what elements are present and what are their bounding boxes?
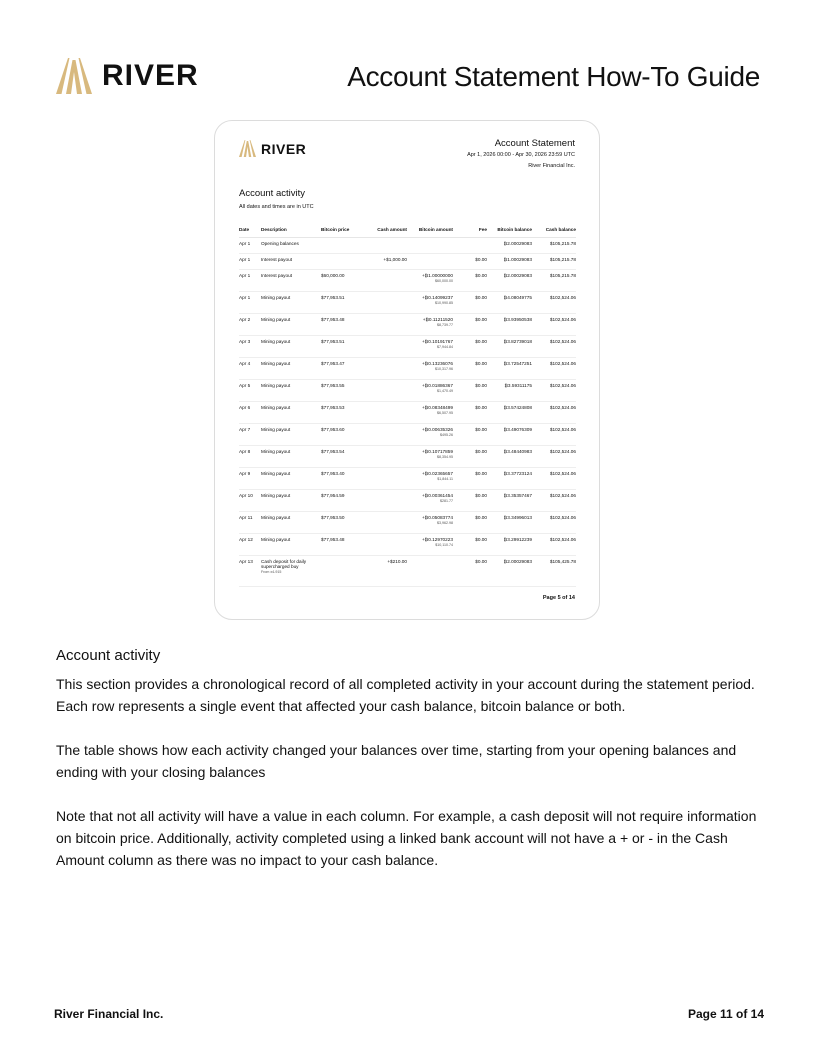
table-row <box>239 292 576 314</box>
statement-company: River Financial Inc. <box>528 163 575 169</box>
table-cell <box>239 490 261 512</box>
page-title: Account Statement How-To Guide <box>347 61 760 92</box>
cell-value: $77,953.40 <box>321 471 345 476</box>
cell-value: Apr 1 <box>239 241 251 246</box>
activity-table <box>239 225 576 587</box>
cell-value: $77,953.48 <box>321 317 345 322</box>
cell-value: Apr 6 <box>239 405 251 410</box>
cell-value: $77,953.60 <box>321 427 345 432</box>
table-cell <box>407 556 453 587</box>
cell-value: Mining payout <box>261 471 291 476</box>
column-header: Cash amount <box>363 225 407 238</box>
table-cell <box>407 254 453 270</box>
table-cell <box>261 402 321 424</box>
cell-value: ₿3.37723124 <box>503 471 532 476</box>
table-cell <box>261 314 321 336</box>
cell-value: Opening balances <box>261 241 299 246</box>
cell-value: Mining payout <box>261 537 291 542</box>
table-row <box>239 446 576 468</box>
table-cell <box>487 336 532 358</box>
cell-subvalue: $7,944.84 <box>437 345 453 349</box>
cell-value: +$210.00 <box>387 559 407 564</box>
cell-value: Apr 7 <box>239 427 251 432</box>
cell-value: +₿0.12970223 <box>422 537 453 542</box>
cell-value: Apr 3 <box>239 339 251 344</box>
table-cell <box>532 468 576 490</box>
table-cell <box>453 490 487 512</box>
table-cell <box>363 292 407 314</box>
cell-value: $102,524.06 <box>549 449 576 454</box>
column-header: Fee <box>453 225 487 238</box>
table-cell <box>363 468 407 490</box>
table-cell <box>532 512 576 534</box>
table-row <box>239 424 576 446</box>
table-cell <box>532 402 576 424</box>
cell-value: Mining payout <box>261 383 291 388</box>
table-cell <box>407 490 453 512</box>
table-row <box>239 468 576 490</box>
table-cell <box>407 512 453 534</box>
table-cell <box>453 292 487 314</box>
cell-subvalue: $6,507.95 <box>437 411 453 415</box>
table-cell <box>407 358 453 380</box>
table-cell <box>487 238 532 254</box>
cell-value: ₿3.93950538 <box>503 317 532 322</box>
cell-subvalue: $8,739.77 <box>437 323 453 327</box>
table-cell <box>239 270 261 292</box>
table-cell <box>239 292 261 314</box>
table-cell <box>239 512 261 534</box>
table-cell <box>487 512 532 534</box>
cell-value: Apr 10 <box>239 493 253 498</box>
cell-value: Apr 11 <box>239 515 253 520</box>
cell-value: $0.00 <box>475 361 487 366</box>
cell-value: $0.00 <box>475 515 487 520</box>
table-cell <box>363 512 407 534</box>
table-cell <box>321 556 363 587</box>
table-cell <box>261 270 321 292</box>
cell-subvalue: $1,470.49 <box>437 389 453 393</box>
cell-value: +₿0.02365657 <box>422 471 453 476</box>
cell-value: $77,953.55 <box>321 383 345 388</box>
table-cell <box>532 534 576 556</box>
cell-value: $102,524.06 <box>549 295 576 300</box>
cell-value: ₿3.48440983 <box>503 449 532 454</box>
cell-value: ₿1.00029083 <box>503 257 532 262</box>
table-cell <box>487 534 532 556</box>
cell-value: Mining payout <box>261 405 291 410</box>
table-cell <box>532 490 576 512</box>
table-cell <box>453 358 487 380</box>
cell-value: $0.00 <box>475 317 487 322</box>
cell-value: Apr 1 <box>239 295 251 300</box>
cell-value: $0.00 <box>475 493 487 498</box>
table-cell <box>363 314 407 336</box>
table-cell <box>321 336 363 358</box>
table-cell <box>321 402 363 424</box>
statement-logo <box>239 140 306 157</box>
cell-value: $102,524.06 <box>549 317 576 322</box>
cell-value: Mining payout <box>261 317 291 322</box>
table-cell <box>487 380 532 402</box>
table-cell <box>487 468 532 490</box>
cell-value: ₿3.57424808 <box>503 405 532 410</box>
table-cell <box>239 424 261 446</box>
table-cell <box>239 238 261 254</box>
statement-period: Apr 1, 2026 00:00 - Apr 30, 2026 23:59 UTC <box>467 152 575 158</box>
cell-value: Apr 9 <box>239 471 251 476</box>
table-cell <box>239 358 261 380</box>
table-header-row <box>239 225 576 238</box>
table-cell <box>487 446 532 468</box>
cell-value: ₿3.34996013 <box>503 515 532 520</box>
table-row <box>239 314 576 336</box>
table-cell <box>532 424 576 446</box>
cell-value: $0.00 <box>475 273 487 278</box>
table-cell <box>363 446 407 468</box>
footer-company: River Financial Inc. <box>54 1007 164 1021</box>
table-cell <box>239 336 261 358</box>
statement-preview <box>214 120 600 620</box>
table-cell <box>453 314 487 336</box>
statement-wordmark: RIVER <box>261 140 307 157</box>
table-cell <box>532 336 576 358</box>
table-cell <box>532 446 576 468</box>
cell-value: Cash deposit for daily supercharged buy <box>261 559 307 569</box>
table-row <box>239 336 576 358</box>
cell-value: Interest payout <box>261 257 293 262</box>
table-cell <box>363 254 407 270</box>
table-cell <box>261 254 321 270</box>
cell-value: ₿3.72547251 <box>503 361 532 366</box>
table-cell <box>487 270 532 292</box>
column-header: Description <box>261 225 321 238</box>
cell-value: Mining payout <box>261 493 291 498</box>
cell-value: $77,953.51 <box>321 339 345 344</box>
table-cell <box>532 270 576 292</box>
table-cell <box>261 446 321 468</box>
table-cell <box>453 238 487 254</box>
cell-value: +$1,000.00 <box>383 257 407 262</box>
cell-value: $102,524.06 <box>549 537 576 542</box>
table-cell <box>363 238 407 254</box>
column-header: Bitcoin amount <box>407 225 453 238</box>
table-cell <box>453 424 487 446</box>
cell-value: $105,215.78 <box>549 273 576 278</box>
column-header: Bitcoin balance <box>487 225 532 238</box>
cell-value: $77,953.51 <box>321 295 345 300</box>
cell-value: $77,953.50 <box>321 515 345 520</box>
table-cell <box>363 358 407 380</box>
table-cell <box>453 254 487 270</box>
table-cell <box>321 424 363 446</box>
table-cell <box>239 380 261 402</box>
table-cell <box>321 490 363 512</box>
cell-value: Apr 2 <box>239 317 251 322</box>
cell-value: Mining payout <box>261 449 291 454</box>
table-cell <box>261 358 321 380</box>
table-cell <box>261 292 321 314</box>
cell-value: $102,524.06 <box>549 427 576 432</box>
table-cell <box>407 336 453 358</box>
statement-title: Account Statement <box>494 138 575 149</box>
table-cell <box>453 512 487 534</box>
cell-value: $0.00 <box>475 449 487 454</box>
table-cell <box>321 380 363 402</box>
table-row <box>239 270 576 292</box>
table-cell <box>363 270 407 292</box>
cell-value: $0.00 <box>475 537 487 542</box>
cell-value: $102,524.06 <box>549 471 576 476</box>
table-cell <box>239 402 261 424</box>
table-cell <box>239 254 261 270</box>
table-cell <box>407 314 453 336</box>
table-cell <box>487 292 532 314</box>
cell-subvalue: $60,000.00 <box>435 279 453 283</box>
cell-value: $0.00 <box>475 427 487 432</box>
cell-value: +₿0.10717859 <box>422 449 453 454</box>
activity-subtitle: All dates and times are in UTC <box>239 204 314 210</box>
cell-value: $0.00 <box>475 295 487 300</box>
cell-value: Mining payout <box>261 339 291 344</box>
cell-value: +₿1.00000000 <box>422 273 453 278</box>
table-cell <box>321 254 363 270</box>
table-cell <box>453 556 487 587</box>
cell-value: +₿0.05083774 <box>422 515 453 520</box>
table-row <box>239 358 576 380</box>
table-row <box>239 254 576 270</box>
table-cell <box>321 238 363 254</box>
table-cell <box>407 468 453 490</box>
cell-value: +₿0.10191767 <box>422 339 453 344</box>
cell-value: ₿3.49076309 <box>503 427 532 432</box>
table-cell <box>261 512 321 534</box>
cell-value: $77,953.53 <box>321 405 345 410</box>
table-cell <box>261 238 321 254</box>
cell-value: $0.00 <box>475 339 487 344</box>
table-cell <box>321 512 363 534</box>
cell-value: $0.00 <box>475 559 487 564</box>
table-cell <box>261 556 321 587</box>
table-cell <box>261 490 321 512</box>
cell-subvalue: $10,317.96 <box>435 367 453 371</box>
cell-value: $77,954.59 <box>321 493 345 498</box>
table-row <box>239 490 576 512</box>
table-cell <box>532 238 576 254</box>
table-row <box>239 556 576 587</box>
cell-value: Apr 1 <box>239 257 251 262</box>
table-cell <box>407 402 453 424</box>
table-cell <box>487 254 532 270</box>
cell-value: $0.00 <box>475 257 487 262</box>
cell-subvalue: $281.77 <box>440 499 453 503</box>
cell-subvalue: $10,110.74 <box>435 543 453 547</box>
table-row <box>239 402 576 424</box>
table-cell <box>453 534 487 556</box>
cell-note: From x4-915 <box>261 570 282 574</box>
table-cell <box>407 380 453 402</box>
cell-value: ₿3.35357467 <box>503 493 532 498</box>
cell-value: +₿0.13236076 <box>422 361 453 366</box>
table-cell <box>487 358 532 380</box>
table-cell <box>261 336 321 358</box>
section-title: Account activity <box>56 647 161 664</box>
table-cell <box>261 534 321 556</box>
section-paragraph: The table shows how each activity changed your balances over time, starting from your opening balances and ending with your closing balances <box>56 742 737 780</box>
table-cell <box>453 270 487 292</box>
cell-subvalue: $10,990.85 <box>435 301 453 305</box>
table-cell <box>532 314 576 336</box>
cell-value: Mining payout <box>261 361 291 366</box>
table-cell <box>363 402 407 424</box>
cell-value: +₿0.00635326 <box>422 427 453 432</box>
table-cell <box>487 314 532 336</box>
cell-value: $102,524.06 <box>549 493 576 498</box>
table-cell <box>532 292 576 314</box>
cell-value: Apr 12 <box>239 537 253 542</box>
table-cell <box>261 424 321 446</box>
table-cell <box>239 534 261 556</box>
cell-value: $77,953.54 <box>321 449 345 454</box>
cell-value: $105,425.78 <box>549 559 576 564</box>
cell-value: $105,215.78 <box>549 257 576 262</box>
table-cell <box>363 336 407 358</box>
cell-value: $102,524.06 <box>549 339 576 344</box>
cell-value: $60,000.00 <box>321 273 345 278</box>
cell-value: $0.00 <box>475 471 487 476</box>
cell-subvalue: $3,962.98 <box>437 521 453 525</box>
cell-value: ₿3.82739018 <box>503 339 532 344</box>
table-cell <box>487 490 532 512</box>
statement-page-number: Page 5 of 14 <box>542 595 575 601</box>
table-cell <box>487 402 532 424</box>
cell-value: $77,953.48 <box>321 537 345 542</box>
river-peaks-icon <box>56 58 92 94</box>
table-cell <box>363 556 407 587</box>
table-cell <box>453 402 487 424</box>
table-cell <box>532 380 576 402</box>
table-cell <box>321 314 363 336</box>
table-cell <box>407 534 453 556</box>
table-cell <box>261 380 321 402</box>
table-cell <box>487 424 532 446</box>
cell-value: $0.00 <box>475 383 487 388</box>
cell-value: $105,215.78 <box>549 241 576 246</box>
statement-header <box>467 138 575 172</box>
table-cell <box>407 292 453 314</box>
cell-value: Apr 4 <box>239 361 251 366</box>
cell-value: $102,524.06 <box>549 515 576 520</box>
cell-value: ₿3.29912239 <box>503 537 532 542</box>
cell-value: $102,524.06 <box>549 361 576 366</box>
table-cell <box>321 468 363 490</box>
table-cell <box>363 490 407 512</box>
cell-value: ₿2.00029083 <box>503 273 532 278</box>
table-cell <box>321 446 363 468</box>
section-paragraph: Note that not all activity will have a value in each column. For example, a cash deposit will not require information on bitcoin price. Additionally, activity completed using a linked bank account will not have a + or - in the Cash Amount column as there was no impact to your cash balance. <box>56 808 757 868</box>
column-header: Cash balance <box>532 225 576 238</box>
table-row <box>239 380 576 402</box>
table-cell <box>239 314 261 336</box>
table-cell <box>453 380 487 402</box>
cell-value: +₿0.14099237 <box>422 295 453 300</box>
table-cell <box>321 358 363 380</box>
table-cell <box>363 424 407 446</box>
cell-value: Mining payout <box>261 295 291 300</box>
table-cell <box>321 270 363 292</box>
cell-value: Apr 8 <box>239 449 251 454</box>
river-peaks-icon <box>239 140 256 157</box>
section-paragraph: This section provides a chronological record of all completed activity in your account during the statement period. Each row represents a single event that affected your cash balance, bitcoin balance or both. <box>56 676 755 714</box>
cell-value: Apr 1 <box>239 273 251 278</box>
column-header: Bitcoin price <box>321 225 363 238</box>
table-cell <box>532 254 576 270</box>
cell-value: $102,524.06 <box>549 405 576 410</box>
table-cell <box>532 556 576 587</box>
table-row <box>239 512 576 534</box>
table-cell <box>487 556 532 587</box>
cell-value: Apr 13 <box>239 559 253 564</box>
table-cell <box>239 468 261 490</box>
table-cell <box>321 534 363 556</box>
cell-value: +₿0.08348499 <box>422 405 453 410</box>
table-cell <box>453 446 487 468</box>
table-cell <box>261 468 321 490</box>
cell-subvalue: $1,844.11 <box>437 477 453 481</box>
table-cell <box>407 424 453 446</box>
cell-value: ₿2.00029083 <box>503 559 532 564</box>
river-logo <box>56 58 199 94</box>
footer-page-number: Page 11 of 14 <box>687 1007 764 1021</box>
table-cell <box>363 534 407 556</box>
cell-value: +₿0.00361454 <box>422 493 453 498</box>
cell-value: ₿4.08049775 <box>503 295 532 300</box>
cell-value: +₿0.11211520 <box>422 317 453 322</box>
cell-value: ₿2.00029083 <box>503 241 532 246</box>
cell-subvalue: $495.26 <box>440 433 453 437</box>
cell-value: Mining payout <box>261 427 291 432</box>
cell-subvalue: $8,354.95 <box>437 455 453 459</box>
cell-value: $102,524.06 <box>549 383 576 388</box>
table-row <box>239 238 576 254</box>
column-header: Date <box>239 225 261 238</box>
table-cell <box>407 238 453 254</box>
table-cell <box>407 270 453 292</box>
table-cell <box>363 380 407 402</box>
cell-value: Interest payout <box>261 273 293 278</box>
cell-value: +₿0.01886367 <box>422 383 453 388</box>
table-cell <box>321 292 363 314</box>
table-cell <box>239 556 261 587</box>
table-cell <box>407 446 453 468</box>
table-cell <box>239 446 261 468</box>
cell-value: ₿3.59311175 <box>504 383 532 388</box>
cell-value: $0.00 <box>475 405 487 410</box>
table-row <box>239 534 576 556</box>
table-cell <box>453 336 487 358</box>
cell-value: Apr 5 <box>239 383 251 388</box>
brand-wordmark: RIVER <box>102 59 199 92</box>
table-cell <box>532 358 576 380</box>
activity-title: Account activity <box>239 188 305 199</box>
cell-value: Mining payout <box>261 515 291 520</box>
cell-value: $77,953.47 <box>321 361 345 366</box>
table-cell <box>453 468 487 490</box>
